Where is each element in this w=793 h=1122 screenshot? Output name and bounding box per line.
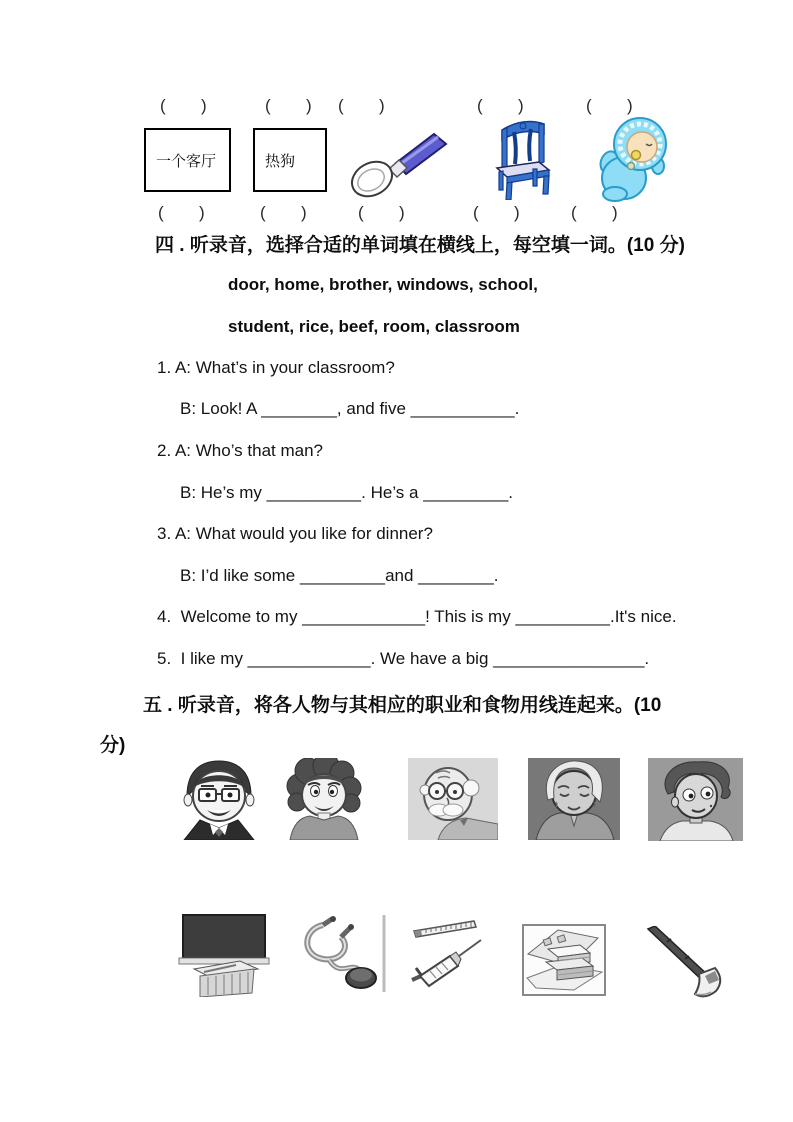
answer-paren-top-2: ( ) bbox=[265, 96, 313, 115]
word-bank-line-1: door, home, brother, windows, school, bbox=[228, 275, 538, 294]
word-box-living-room bbox=[144, 128, 231, 192]
question-3-a: 3. A: What would you like for dinner? bbox=[157, 524, 433, 543]
baby-icon bbox=[596, 112, 668, 204]
question-1-b: B: Look! A ________, and five ___________. bbox=[180, 399, 520, 418]
question-3-b: B: I’d like some _________and ________. bbox=[180, 566, 499, 585]
answer-paren-top-4: ( ) bbox=[477, 96, 525, 115]
blackboard-podium-icon bbox=[178, 913, 270, 997]
section-five-heading-line-2: 分) bbox=[100, 735, 126, 756]
chair-icon bbox=[493, 114, 553, 200]
answer-paren-top-1: ( ) bbox=[160, 96, 208, 115]
stethoscope-icon bbox=[295, 915, 391, 992]
answer-paren-bottom-5: ( ) bbox=[571, 203, 619, 222]
section-four-heading: 四 . 听录音，选择合适的单词填在横线上，每空填一词。(10 分) bbox=[155, 235, 685, 256]
father-icon bbox=[180, 758, 258, 840]
books-schoolbag-icon bbox=[522, 924, 606, 996]
question-5: 5. I like my _____________. We have a big ________________. bbox=[157, 649, 650, 668]
word-box-hot-dog bbox=[253, 128, 327, 192]
question-2-a: 2. A: Who’s that man? bbox=[157, 441, 323, 460]
answer-paren-bottom-4: ( ) bbox=[473, 203, 521, 222]
grandmother-icon bbox=[528, 758, 620, 840]
answer-paren-top-5: ( ) bbox=[586, 96, 634, 115]
spoon-icon bbox=[346, 127, 450, 199]
word-box-hot-dog-label: 热狗 bbox=[265, 152, 296, 170]
word-box-living-room-label: 一个客厅 bbox=[156, 152, 217, 170]
question-1-a: 1. A: What’s in your classroom? bbox=[157, 358, 395, 377]
answer-paren-bottom-2: ( ) bbox=[260, 203, 308, 222]
question-4: 4. Welcome to my _____________! This is my __________.It's nice. bbox=[157, 607, 677, 626]
section-five-heading-line-1: 五 . 听录音，将各人物与其相应的职业和食物用线连起来。(10 bbox=[143, 695, 662, 716]
answer-paren-bottom-3: ( ) bbox=[358, 203, 406, 222]
word-bank-line-2: student, rice, beef, room, classroom bbox=[228, 317, 520, 336]
ruler-syringe-icon bbox=[408, 918, 484, 992]
axe-icon bbox=[645, 926, 727, 1000]
mother-icon bbox=[284, 758, 362, 840]
answer-paren-top-3: ( ) bbox=[338, 96, 386, 115]
question-2-b: B: He’s my __________. He’s a _________. bbox=[180, 483, 514, 502]
boy-icon bbox=[648, 758, 743, 841]
grandfather-icon bbox=[408, 758, 498, 840]
answer-paren-bottom-1: ( ) bbox=[158, 203, 206, 222]
